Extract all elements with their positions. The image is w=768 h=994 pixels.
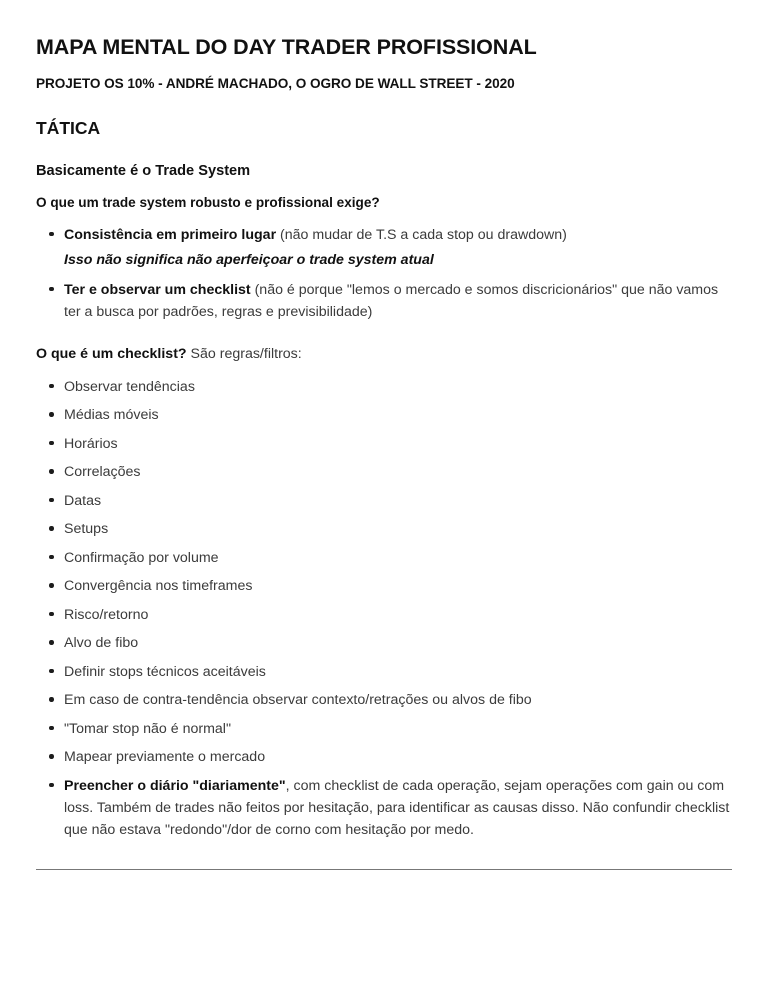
requirement-rest: (não é porque "lemos o mercado e somos discricionários" que não vamos ter a busca por padrões, regras e previsibilidade) (64, 281, 719, 320)
list-item: Em caso de contra-tendência observar contexto/retrações ou alvos de fibo (36, 689, 732, 711)
list-item (36, 279, 732, 323)
requirement-bold-lead: Consistência em primeiro lugar (64, 226, 277, 243)
requirement-rest: (não mudar de T.S a cada stop ou drawdown) (276, 226, 567, 243)
list-item: Mapear previamente o mercado (36, 746, 732, 768)
final-item-bold-lead: Preencher o diário "diariamente" (64, 777, 286, 794)
checklist-list (36, 376, 732, 841)
checklist-intro-rest: São regras/filtros: (186, 345, 302, 362)
list-item: Datas (36, 490, 732, 512)
list-item (36, 224, 732, 271)
list-item: Observar tendências (36, 376, 732, 398)
section-divider (36, 869, 732, 870)
requirement-subline: Isso não significa não aperfeiçoar o trade system atual (64, 251, 434, 268)
list-item-final (36, 775, 732, 841)
checklist-intro-question: O que é um checklist? (36, 345, 187, 362)
list-item: Definir stops técnicos aceitáveis (36, 661, 732, 683)
list-item: Setups (36, 518, 732, 540)
list-item: Risco/retorno (36, 604, 732, 626)
sub-heading-trade-system: Basicamente é o Trade System (36, 163, 251, 180)
checklist-intro (36, 345, 732, 365)
list-item: Médias móveis (36, 404, 732, 426)
final-item-rest: , com checklist de cada operação, sejam operações com gain ou com loss. Também de trades não feitos por hesitação, para identificar as causas disso. Não confundir checklist que não estava "redondo"/dor de corno com hesitação por medo. (64, 777, 730, 838)
list-item: "Tomar stop não é normal" (36, 718, 732, 740)
section-heading-tatica: TÁTICA (36, 117, 101, 138)
list-item: Alvo de fibo (36, 632, 732, 654)
list-item: Convergência nos timeframes (36, 575, 732, 597)
requirement-bold-lead: Ter e observar um checklist (64, 281, 251, 298)
list-item: Confirmação por volume (36, 547, 732, 569)
page-title: MAPA MENTAL DO DAY TRADER PROFISSIONAL (36, 35, 537, 59)
lead-question: O que um trade system robusto e profissional exige? (36, 195, 380, 211)
list-item: Correlações (36, 461, 732, 483)
requirements-list (36, 224, 732, 323)
list-item: Horários (36, 433, 732, 455)
document-subtitle: PROJETO OS 10% - ANDRÉ MACHADO, O OGRO DE WALL STREET - 2020 (36, 75, 515, 91)
